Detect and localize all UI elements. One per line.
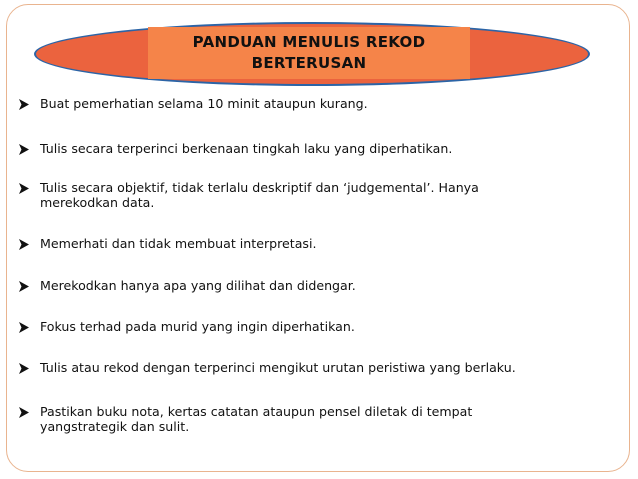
list-item	[18, 278, 618, 293]
arrowhead-bullet-icon	[18, 280, 30, 293]
list-item	[18, 236, 618, 251]
list-item	[18, 404, 618, 434]
bullet-text: Merekodkan hanya apa yang dilihat dan didengar.	[40, 278, 356, 293]
arrowhead-bullet-icon	[18, 362, 30, 375]
bullet-text: Memerhati dan tidak membuat interpretasi.	[40, 236, 317, 251]
title-box	[148, 27, 470, 79]
slide-title: PANDUAN MENULIS REKOD BERTERUSAN	[192, 33, 426, 72]
arrowhead-bullet-icon	[18, 98, 30, 111]
bullet-text: Pastikan buku nota, kertas catatan ataupun pensel diletak di tempat yangstrategik dan sulit.	[40, 404, 473, 434]
arrowhead-bullet-icon	[18, 406, 30, 419]
list-item	[18, 319, 618, 334]
bullet-text: Tulis secara terperinci berkenaan tingkah laku yang diperhatikan.	[40, 141, 453, 156]
arrowhead-bullet-icon	[18, 182, 30, 195]
bullet-text: Fokus terhad pada murid yang ingin diperhatikan.	[40, 319, 355, 334]
list-item	[18, 96, 618, 111]
list-item	[18, 180, 618, 210]
arrowhead-bullet-icon	[18, 143, 30, 156]
arrowhead-bullet-icon	[18, 238, 30, 251]
list-item	[18, 141, 618, 156]
bullet-text: Tulis secara objektif, tidak terlalu deskriptif dan ‘judgemental’. Hanya merekodkan data.	[40, 180, 479, 210]
list-item	[18, 360, 618, 375]
arrowhead-bullet-icon	[18, 321, 30, 334]
bullet-text: Tulis atau rekod dengan terperinci mengikut urutan peristiwa yang berlaku.	[40, 360, 516, 375]
bullet-text: Buat pemerhatian selama 10 minit ataupun kurang.	[40, 96, 368, 111]
